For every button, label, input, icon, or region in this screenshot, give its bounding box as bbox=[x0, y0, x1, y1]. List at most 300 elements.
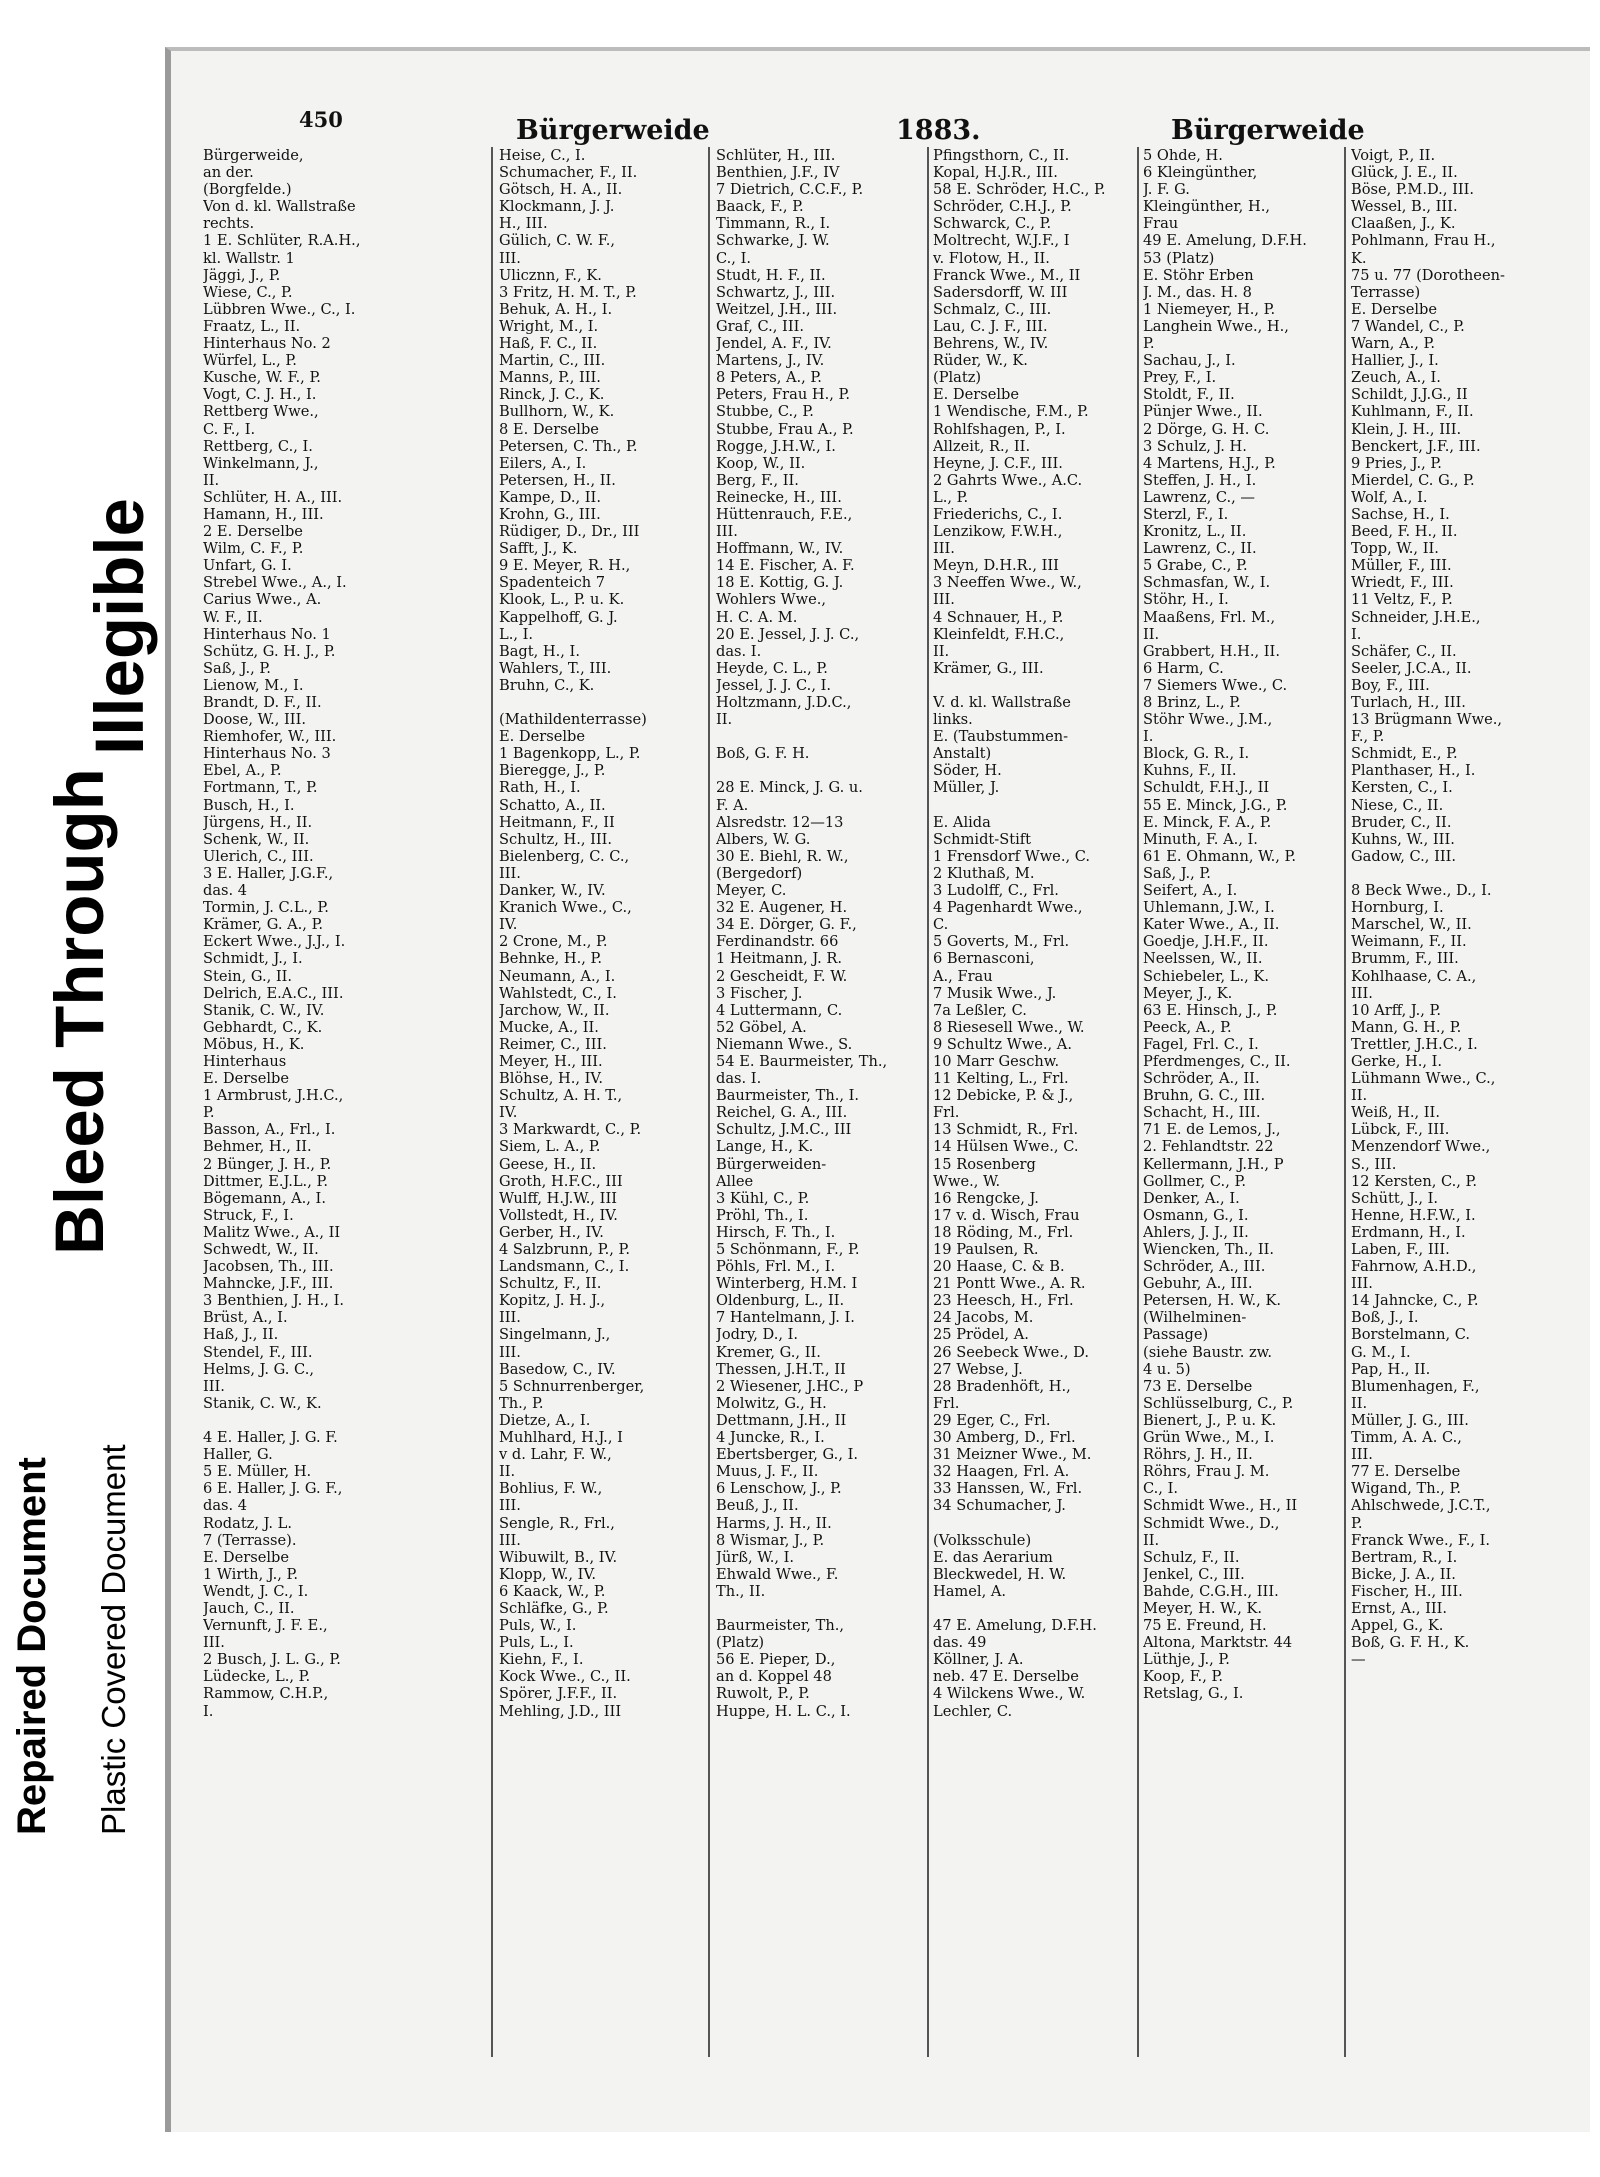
directory-entry: Holtzmann, J.D.C., bbox=[716, 694, 852, 711]
directory-entry: 7 Siemers Wwe., C. bbox=[1143, 676, 1288, 694]
directory-entry: Sadersdorff, W. III bbox=[933, 283, 1068, 301]
directory-entry: F., P. bbox=[1351, 728, 1385, 746]
directory-entry: Fagel, Frl. C., I. bbox=[1143, 1035, 1259, 1053]
directory-entry: P. bbox=[1351, 1514, 1363, 1532]
directory-entry: Seeler, J.C.A., II. bbox=[1351, 659, 1472, 677]
directory-entry: 7 Musik Wwe., J. bbox=[933, 984, 1057, 1002]
directory-entry: 2 Crone, M., P. bbox=[499, 933, 608, 951]
directory-entry: Planthaser, H., I. bbox=[1351, 762, 1476, 780]
directory-entry: 54 E. Baurmeister, Th., bbox=[716, 1052, 888, 1070]
column-rule bbox=[1344, 147, 1346, 2057]
directory-entry: 2 Kluthaß, M. bbox=[933, 864, 1035, 882]
directory-entry: Brandt, D. F., II. bbox=[203, 694, 322, 711]
directory-entry: III. bbox=[1351, 1275, 1373, 1293]
directory-entry: E. Derselbe bbox=[203, 1070, 290, 1088]
directory-entry: Haller, G. bbox=[203, 1446, 273, 1464]
directory-entry: Gebhardt, C., K. bbox=[203, 1018, 323, 1036]
directory-entry: E. Alida bbox=[933, 813, 991, 831]
directory-entry: Pünjer Wwe., II. bbox=[1143, 403, 1263, 421]
directory-entry: Hornburg, I. bbox=[1351, 899, 1444, 917]
directory-entry: Schläfke, G., P. bbox=[499, 1599, 609, 1617]
directory-entry: Müller, J. G., III. bbox=[1351, 1411, 1469, 1429]
directory-entry: Bullhorn, W., K. bbox=[499, 403, 615, 421]
directory-entry: 56 E. Pieper, D., bbox=[716, 1651, 836, 1669]
directory-entry: L., P. bbox=[933, 488, 969, 506]
directory-entry: 13 Brügmann Wwe., bbox=[1351, 711, 1503, 729]
directory-entry: Denker, A., I. bbox=[1143, 1189, 1240, 1207]
directory-entry: 30 Amberg, D., Frl. bbox=[933, 1429, 1076, 1447]
bleed-through-label: Bleed Through bbox=[41, 768, 118, 1255]
directory-entry: Kampe, D., II. bbox=[499, 488, 601, 506]
directory-entry: Graf, C., III. bbox=[716, 317, 804, 335]
directory-entry: IV. bbox=[499, 916, 518, 934]
directory-entry: Meyer, C. bbox=[716, 882, 787, 900]
directory-entry: Schmidt, E., P. bbox=[1351, 745, 1458, 763]
directory-entry: Franck Wwe., M., II bbox=[933, 266, 1081, 284]
directory-entry: Jauch, C., II. bbox=[203, 1599, 295, 1617]
directory-entry: Mann, G. H., P. bbox=[1351, 1018, 1462, 1036]
directory-entry: G. M., I. bbox=[1351, 1343, 1411, 1361]
directory-entry: Koop, W., II. bbox=[716, 454, 806, 472]
directory-entry: I. bbox=[203, 1702, 214, 1720]
directory-entry: v. Flotow, H., II. bbox=[933, 249, 1050, 267]
directory-entry: IV. bbox=[499, 1104, 518, 1122]
directory-entry: Osmann, G., I. bbox=[1143, 1206, 1249, 1224]
directory-entry bbox=[203, 1412, 488, 1429]
directory-entry: Petersen, H., II. bbox=[499, 471, 616, 489]
directory-entry: E. Derselbe bbox=[933, 386, 1020, 404]
directory-entry: 5 Ohde, H. bbox=[1143, 147, 1223, 164]
directory-entry: Hirsch, F. Th., I. bbox=[716, 1223, 836, 1241]
directory-entry: Manns, P., III. bbox=[499, 369, 601, 387]
directory-entry: 16 Rengcke, J. bbox=[933, 1189, 1039, 1207]
directory-entry: 3 Neeffen Wwe., W., bbox=[933, 574, 1082, 592]
directory-entry: Wahlers, T., III. bbox=[499, 659, 612, 677]
directory-entry: 1 Bagenkopp, L., P. bbox=[499, 745, 641, 763]
directory-entry: Rodatz, J. L. bbox=[203, 1514, 292, 1532]
plastic-covered-label: Plastic Covered Document bbox=[95, 1444, 132, 1835]
directory-entry: C. F., I. bbox=[203, 420, 256, 438]
directory-entry: Köllner, J. A. bbox=[933, 1651, 1024, 1669]
directory-entry: 18 Röding, M., Frl. bbox=[933, 1223, 1074, 1241]
directory-entry: 6 Harm, C. bbox=[1143, 659, 1224, 677]
directory-entry: 2 E. Derselbe bbox=[203, 523, 303, 541]
directory-entry: Lübbren Wwe., C., I. bbox=[203, 300, 356, 318]
directory-entry: Jäggi, J., P. bbox=[203, 266, 281, 284]
directory-entry: Ferdinandstr. 66 bbox=[716, 933, 839, 951]
directory-entry: 17 v. d. Wisch, Frau bbox=[933, 1206, 1080, 1224]
directory-entry: Eilers, A., I. bbox=[499, 454, 587, 472]
directory-entry: 10 Marr Geschw. bbox=[933, 1052, 1060, 1070]
directory-entry bbox=[716, 728, 924, 745]
directory-entry: 2 Wiesener, J.HC., P bbox=[716, 1377, 864, 1395]
directory-entry: Jessel, J. J. C., I. bbox=[716, 676, 832, 694]
directory-entry: Bruder, C., II. bbox=[1351, 813, 1452, 831]
directory-entry: Goedje, J.H.F., II. bbox=[1143, 933, 1269, 951]
directory-entry: Minuth, F. A., I. bbox=[1143, 830, 1258, 848]
directory-entry: Gadow, C., III. bbox=[1351, 847, 1457, 865]
directory-entry: Schwarke, J. W. bbox=[716, 232, 830, 250]
directory-entry: 6 Bernasconi, bbox=[933, 950, 1035, 968]
directory-entry: Muus, J. F., II. bbox=[716, 1463, 819, 1481]
directory-entry: Kuhns, F., II. bbox=[1143, 762, 1237, 780]
directory-entry: Voigt, P., II. bbox=[1351, 147, 1436, 164]
directory-entry: Schmidt Wwe., H., II bbox=[1143, 1497, 1298, 1515]
directory-entry: Lange, H., K. bbox=[716, 1138, 814, 1156]
directory-entry: Kopitz, J. H. J., bbox=[499, 1292, 606, 1310]
directory-entry: Menzendorf Wwe., bbox=[1351, 1138, 1491, 1156]
directory-entry: III. bbox=[933, 591, 955, 609]
directory-entry: Muhlhard, H.J., I bbox=[499, 1429, 623, 1447]
directory-entry: 73 E. Derselbe bbox=[1143, 1377, 1253, 1395]
directory-entry: (Bergedorf) bbox=[716, 864, 803, 882]
directory-entry: 20 Haase, C. & B. bbox=[933, 1258, 1065, 1276]
directory-entry: Schütt, J., I. bbox=[1351, 1189, 1439, 1207]
directory-entry: Gerber, H., IV. bbox=[499, 1223, 604, 1241]
directory-entry: 52 Göbel, A. bbox=[716, 1018, 807, 1036]
directory-entry: an der. bbox=[203, 164, 254, 182]
directory-entry: Mierdel, C. G., P. bbox=[1351, 471, 1475, 489]
directory-entry bbox=[716, 1600, 924, 1617]
directory-entry: Landsmann, C., I. bbox=[499, 1258, 630, 1276]
directory-entry: 58 E. Schröder, H.C., P. bbox=[933, 181, 1106, 199]
directory-entry: Timmann, R., I. bbox=[716, 215, 831, 233]
directory-entry: 1 Niemeyer, H., P. bbox=[1143, 300, 1276, 318]
directory-entry: Saß, J., P. bbox=[203, 659, 271, 677]
directory-entry: Ebel, A., P. bbox=[203, 762, 282, 780]
directory-entry: Ahlschwede, J.C.T., bbox=[1351, 1497, 1491, 1515]
directory-entry: Huppe, H. L. C., I. bbox=[716, 1702, 851, 1720]
directory-entry: Kohlhaase, C. A., bbox=[1351, 967, 1477, 985]
directory-entry: 4 Martens, H.J., P. bbox=[1143, 454, 1276, 472]
directory-entry: Haß, J., II. bbox=[203, 1326, 279, 1344]
directory-entry: Alsredstr. 12—13 bbox=[716, 813, 844, 831]
directory-entry: Grabbert, H.H., II. bbox=[1143, 642, 1280, 660]
directory-entry: Maaßens, Frl. M., bbox=[1143, 608, 1276, 626]
directory-entry: Schneider, J.H.E., bbox=[1351, 608, 1481, 626]
directory-entry: Weiß, H., II. bbox=[1351, 1104, 1440, 1122]
directory-entry: Saß, J., P. bbox=[1143, 864, 1211, 882]
directory-entry: links. bbox=[933, 711, 973, 729]
directory-entry: 4 Schnauer, H., P. bbox=[933, 608, 1064, 626]
directory-entry: 6 E. Haller, J. G. F., bbox=[203, 1480, 343, 1498]
directory-entry: Molwitz, G., H. bbox=[716, 1394, 827, 1412]
directory-entry: Schultz, J.M.C., III bbox=[716, 1121, 852, 1139]
directory-entry: 15 Rosenberg bbox=[933, 1155, 1036, 1173]
directory-entry: Wiencken, Th., II. bbox=[1143, 1241, 1274, 1258]
directory-entry: Danker, W., IV. bbox=[499, 882, 606, 900]
directory-entry: Winkelmann, J., bbox=[203, 454, 319, 472]
directory-entry: Schacht, H., III. bbox=[1143, 1104, 1261, 1122]
directory-entry: Mahncke, J.F., III. bbox=[203, 1275, 334, 1293]
directory-entry: Wessel, B., III. bbox=[1351, 198, 1458, 216]
directory-entry: Allzeit, R., II. bbox=[933, 437, 1031, 455]
directory-entry: Kusche, W. F., P. bbox=[203, 369, 321, 387]
directory-entry: Ebertsberger, G., I. bbox=[716, 1446, 859, 1464]
directory-entry: Krämer, G. A., P. bbox=[203, 916, 324, 934]
directory-entry: Grün Wwe., M., I. bbox=[1143, 1429, 1275, 1447]
directory-entry: Helms, J. G. C., bbox=[203, 1360, 314, 1378]
directory-entry: 77 E. Derselbe bbox=[1351, 1463, 1461, 1481]
directory-entry: Winterberg, H.M. I bbox=[716, 1275, 858, 1293]
directory-entry: V. d. kl. Wallstraße bbox=[933, 694, 1071, 711]
directory-entry: (Volksschule) bbox=[933, 1531, 1032, 1549]
directory-entry bbox=[1351, 865, 1586, 882]
directory-entry: Ruwolt, P., P. bbox=[716, 1685, 810, 1703]
directory-entry: II. bbox=[499, 1463, 516, 1481]
directory-entry: Schuldt, F.H.J., II bbox=[1143, 779, 1270, 797]
directory-entry: Rettberg, C., I. bbox=[203, 437, 313, 455]
directory-entry: Pferdmenges, C., II. bbox=[1143, 1052, 1291, 1070]
directory-entry: Schwartz, J., III. bbox=[716, 283, 836, 301]
directory-entry: Haß, F. C., II. bbox=[499, 335, 598, 353]
directory-entry: Claaßen, J., K. bbox=[1351, 215, 1456, 233]
directory-entry: Brüst, A., I. bbox=[203, 1309, 288, 1327]
directory-entry: Puls, L., I. bbox=[499, 1634, 574, 1652]
directory-entry: III. bbox=[499, 1343, 521, 1361]
directory-entry: C., I. bbox=[716, 249, 751, 267]
directory-entry: (Wilhelminen- bbox=[1143, 1309, 1247, 1327]
directory-entry: 1 Armbrust, J.H.C., bbox=[203, 1087, 344, 1105]
directory-entry: H., III. bbox=[499, 215, 548, 233]
directory-entry: 2 Busch, J. L. G., P. bbox=[203, 1651, 341, 1669]
directory-entry: Wahlstedt, C., I. bbox=[499, 984, 617, 1002]
directory-entry: Pohlmann, Frau H., bbox=[1351, 232, 1496, 250]
directory-entry: Kopal, H.J.R., III. bbox=[933, 164, 1058, 182]
directory-entry: Schmasfan, W., I. bbox=[1143, 574, 1271, 592]
directory-entry: S., III. bbox=[1351, 1155, 1397, 1173]
directory-entry: 55 E. Minck, J.G., P. bbox=[1143, 796, 1288, 814]
directory-entry: 7 Wandel, C., P. bbox=[1351, 317, 1465, 335]
directory-entry: Basedow, C., IV. bbox=[499, 1360, 616, 1378]
directory-entry: 2. Fehlandtstr. 22 bbox=[1143, 1138, 1274, 1156]
directory-entry: Lechler, C. bbox=[933, 1702, 1013, 1720]
directory-entry: Behnke, H., P. bbox=[499, 950, 603, 968]
directory-entry: Oldenburg, L., II. bbox=[716, 1292, 845, 1310]
directory-entry: Schultz, H., III. bbox=[499, 830, 613, 848]
directory-entry: 61 E. Ohmann, W., P. bbox=[1143, 847, 1296, 865]
directory-entry: Frl. bbox=[933, 1394, 960, 1412]
directory-entry: Bagt, H., I. bbox=[499, 642, 580, 660]
directory-entry: 4 Luttermann, C. bbox=[716, 1001, 843, 1019]
directory-entry: Lau, C. J. F., III. bbox=[933, 317, 1048, 335]
directory-entry: Rath, H., I. bbox=[499, 779, 581, 797]
directory-entry: II. bbox=[716, 711, 733, 729]
directory-entry: Steffen, J. H., I. bbox=[1143, 471, 1257, 489]
directory-entry: Götsch, H. A., II. bbox=[499, 181, 623, 199]
directory-entry: 3 E. Haller, J.G.F., bbox=[203, 864, 334, 882]
directory-entry: Spörer, J.F.F., II. bbox=[499, 1685, 618, 1703]
directory-entry: J. M., das. H. 8 bbox=[1143, 283, 1252, 301]
directory-entry: 5 Schönmann, F., P. bbox=[716, 1241, 860, 1258]
directory-entry: Prey, F., I. bbox=[1143, 369, 1217, 387]
directory-entry: Malitz Wwe., A., II bbox=[203, 1223, 341, 1241]
directory-entry: 7 Dietrich, C.C.F., P. bbox=[716, 181, 864, 199]
directory-entry: 11 Veltz, F., P. bbox=[1351, 591, 1453, 609]
directory-entry: Klein, J. H., III. bbox=[1351, 420, 1462, 438]
directory-entry: Reichel, G. A., III. bbox=[716, 1104, 848, 1122]
directory-entry: Mehling, J.D., III bbox=[499, 1702, 622, 1720]
directory-entry: F. A. bbox=[716, 796, 749, 814]
directory-entry: Lienow, M., I. bbox=[203, 676, 304, 694]
directory-entry: Harms, J. H., II. bbox=[716, 1514, 832, 1532]
directory-entry: E. Stöhr Erben bbox=[1143, 266, 1254, 284]
directory-entry: 8 Beck Wwe., D., I. bbox=[1351, 882, 1492, 900]
directory-entry: Kranich Wwe., C., bbox=[499, 899, 632, 917]
directory-entry: Wilm, C. F., P. bbox=[203, 540, 304, 558]
directory-entry: Sterzl, F., I. bbox=[1143, 505, 1229, 523]
directory-entry: II. bbox=[1351, 1394, 1368, 1412]
directory-entry: Ahlers, J. J., II. bbox=[1143, 1223, 1249, 1241]
directory-entry: Bruhn, C., K. bbox=[499, 676, 595, 694]
directory-entry: Kellermann, J.H., P bbox=[1143, 1155, 1284, 1173]
directory-entry: Jürgens, H., II. bbox=[203, 813, 313, 831]
directory-entry: Studt, H. F., II. bbox=[716, 266, 826, 284]
directory-entry: II. bbox=[1351, 1087, 1368, 1105]
directory-entry: III. bbox=[1351, 984, 1373, 1002]
directory-entry: Blumenhagen, F., bbox=[1351, 1377, 1480, 1395]
directory-entry: Weitzel, J.H., III. bbox=[716, 300, 838, 318]
directory-entry: Sachse, H., I. bbox=[1351, 505, 1450, 523]
directory-entry: Lawrenz, C., — bbox=[1143, 488, 1256, 506]
directory-entry: E. Derselbe bbox=[1351, 300, 1438, 318]
directory-entry: Boy, F., III. bbox=[1351, 676, 1430, 694]
directory-entry: Pöhls, Frl. M., I. bbox=[716, 1258, 836, 1276]
directory-entry: 28 Bradenhöft, H., bbox=[933, 1377, 1071, 1395]
directory-entry: Jenkel, C., III. bbox=[1143, 1565, 1245, 1583]
directory-entry: Wright, M., I. bbox=[499, 317, 599, 335]
directory-entry: 3 Fischer, J. bbox=[716, 984, 803, 1002]
directory-entry: Safft, J., K. bbox=[499, 540, 578, 558]
directory-entry: 4 E. Haller, J. G. F. bbox=[203, 1429, 338, 1447]
directory-entry: Schwarck, C., P. bbox=[933, 215, 1052, 233]
directory-entry: Pfingsthorn, C., II. bbox=[933, 147, 1070, 164]
directory-entry: Schmidt Wwe., D., bbox=[1143, 1514, 1280, 1532]
directory-entry: Rüder, W., K. bbox=[933, 352, 1028, 370]
directory-entry: 24 Jacobs, M. bbox=[933, 1309, 1034, 1327]
directory-entry: Boß, G. F. H. bbox=[716, 745, 810, 763]
directory-entry: Wwe., W. bbox=[933, 1172, 1001, 1190]
directory-entry: III. bbox=[499, 864, 521, 882]
directory-entry: Turlach, H., III. bbox=[1351, 694, 1466, 711]
directory-entry: 12 Debicke, P. & J., bbox=[933, 1087, 1074, 1105]
directory-entry: Dittmer, E.J.L., P. bbox=[203, 1172, 328, 1190]
directory-entry: Schröder, A., III. bbox=[1143, 1258, 1266, 1276]
directory-entry: Heitmann, F., II bbox=[499, 813, 615, 831]
directory-entry: Jacobsen, Th., III. bbox=[203, 1258, 334, 1276]
directory-entry: Henne, H.F.W., I. bbox=[1351, 1206, 1476, 1224]
directory-entry: Söder, H. bbox=[933, 762, 1002, 780]
directory-entry: 31 Meizner Wwe., M. bbox=[933, 1446, 1092, 1464]
directory-entry bbox=[933, 1600, 1135, 1617]
directory-entry: Rettberg Wwe., bbox=[203, 403, 319, 421]
directory-entry: Hinterhaus No. 1 bbox=[203, 625, 331, 643]
directory-entry: Allee bbox=[716, 1172, 754, 1190]
directory-column-1 bbox=[203, 147, 488, 1720]
directory-entry: Hamel, A. bbox=[933, 1582, 1007, 1600]
directory-entry: Schultz, F., II. bbox=[499, 1275, 602, 1293]
directory-entry: 34 E. Dörger, G. F., bbox=[716, 916, 857, 934]
directory-entry: Wohlers Wwe., bbox=[716, 591, 827, 609]
directory-entry: 3 Kühl, C., P. bbox=[716, 1189, 810, 1207]
directory-entry: Meyn, D.H.R., III bbox=[933, 557, 1059, 575]
directory-entry bbox=[716, 762, 924, 779]
directory-entry: Appel, G., K. bbox=[1351, 1617, 1444, 1635]
directory-entry: v d. Lahr, F. W., bbox=[499, 1446, 612, 1464]
directory-entry: 4 Wilckens Wwe., W. bbox=[933, 1685, 1086, 1703]
directory-entry: L., I. bbox=[499, 625, 534, 643]
directory-entry: 5 Schnurrenberger, bbox=[499, 1377, 645, 1395]
directory-entry: Schmidt, J., I. bbox=[203, 950, 303, 968]
directory-entry: Stendel, F., III. bbox=[203, 1343, 313, 1361]
directory-entry: rechts. bbox=[203, 215, 255, 233]
directory-entry: III. bbox=[203, 1634, 225, 1652]
directory-entry: C., I. bbox=[1143, 1480, 1178, 1498]
directory-entry: Schmidt-Stift bbox=[933, 830, 1032, 848]
directory-entry: III. bbox=[716, 523, 738, 541]
directory-entry: (siehe Baustr. zw. bbox=[1143, 1343, 1273, 1361]
directory-entry: Terrasse) bbox=[1351, 283, 1421, 301]
directory-entry: Schmalz, C., III. bbox=[933, 300, 1052, 318]
directory-entry: Bürgerweiden- bbox=[716, 1155, 827, 1173]
directory-entry: 63 E. Hinsch, J., P. bbox=[1143, 1001, 1278, 1019]
directory-entry: Behmer, H., II. bbox=[203, 1138, 312, 1156]
directory-entry: E. Minck, F. A., P. bbox=[1143, 813, 1272, 831]
directory-entry: Meyer, J., K. bbox=[1143, 984, 1233, 1002]
directory-entry: Stubbe, Frau A., P. bbox=[716, 420, 854, 438]
directory-entry: 10 Arff, J., P. bbox=[1351, 1001, 1441, 1019]
directory-entry: Trettler, J.H.C., I. bbox=[1351, 1035, 1478, 1053]
directory-entry: Frl. bbox=[933, 1104, 960, 1122]
directory-entry: Benthien, J.F., IV bbox=[716, 164, 840, 182]
directory-entry: Behrens, W., IV. bbox=[933, 335, 1049, 353]
directory-entry: Reinecke, H., III. bbox=[716, 488, 842, 506]
directory-entry: Schatto, A., II. bbox=[499, 796, 606, 814]
directory-entry: Weimann, F., II. bbox=[1351, 933, 1467, 951]
directory-entry: Boß, J., I. bbox=[1351, 1309, 1419, 1327]
directory-entry: Th., II. bbox=[716, 1582, 766, 1600]
directory-entry bbox=[499, 694, 704, 711]
directory-entry: Geese, H., II. bbox=[499, 1155, 597, 1173]
directory-entry: Boß, G. F. H., K. bbox=[1351, 1634, 1470, 1652]
directory-entry: Vernunft, J. F. E., bbox=[203, 1617, 328, 1635]
directory-entry: Hinterhaus No. 3 bbox=[203, 745, 331, 763]
directory-entry: Jendel, A. F., IV. bbox=[716, 335, 832, 353]
directory-entry: Kleinfeldt, F.H.C., bbox=[933, 625, 1065, 643]
directory-entry: 8 Brinz, L., P. bbox=[1143, 694, 1241, 711]
directory-entry: Martin, C., III. bbox=[499, 352, 606, 370]
directory-entry: Lüdecke, L., P. bbox=[203, 1668, 311, 1686]
directory-entry: Röhrs, Frau J. M. bbox=[1143, 1463, 1270, 1481]
directory-entry: Thessen, J.H.T., II bbox=[716, 1360, 846, 1378]
directory-entry: 1 E. Schlüter, R.A.H., bbox=[203, 232, 361, 250]
directory-entry: Kleingünther, H., bbox=[1143, 198, 1270, 216]
directory-entry: 14 Hülsen Wwe., C. bbox=[933, 1138, 1079, 1156]
directory-entry: 49 E. Amelung, D.F.H. bbox=[1143, 232, 1307, 250]
directory-entry: (Borgfelde.) bbox=[203, 181, 292, 199]
directory-entry: Retslag, G., I. bbox=[1143, 1685, 1244, 1703]
directory-entry: 9 Pries, J., P. bbox=[1351, 454, 1442, 472]
directory-entry: Friederichs, C., I. bbox=[933, 505, 1063, 523]
directory-entry: Riemhofer, W., III. bbox=[203, 728, 337, 746]
directory-entry: Lenzikow, F.W.H., bbox=[933, 523, 1063, 541]
directory-entry: Carius Wwe., A. bbox=[203, 591, 322, 609]
directory-entry: Rammow, C.H.P., bbox=[203, 1685, 329, 1703]
directory-entry: Mucke, A., II. bbox=[499, 1018, 599, 1036]
directory-entry bbox=[933, 677, 1135, 694]
directory-entry: Topp, W., II. bbox=[1351, 540, 1439, 558]
directory-entry: Vollstedt, H., IV. bbox=[499, 1206, 618, 1224]
